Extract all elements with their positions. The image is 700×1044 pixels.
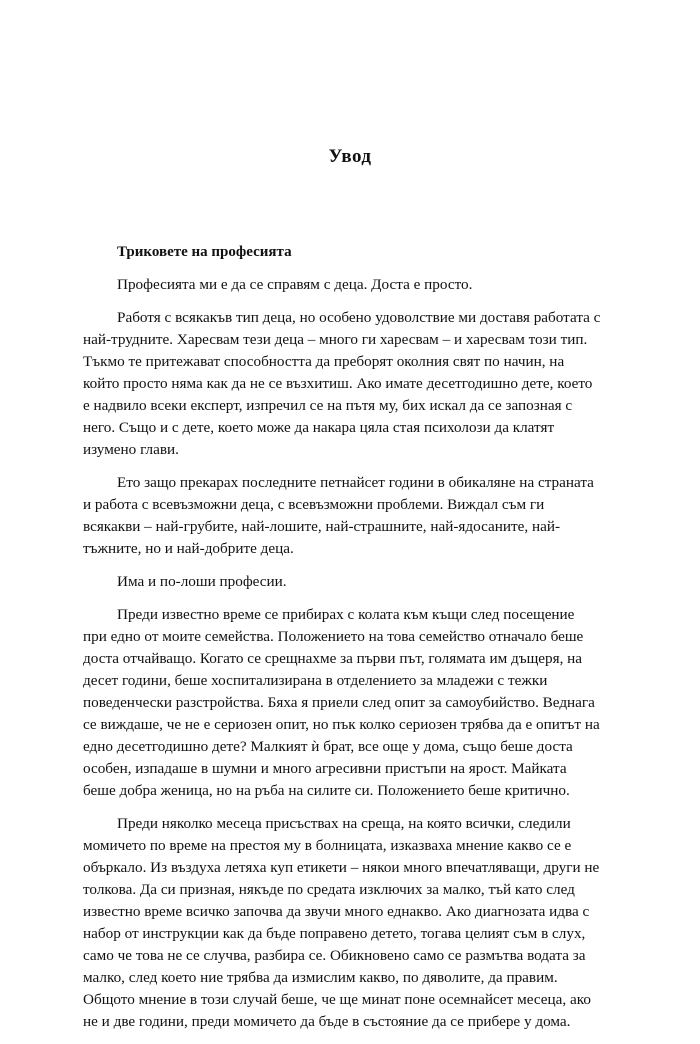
paragraph-4: Има и по-лоши професии. — [117, 573, 287, 590]
paragraph-3: Ето защо прекарах последните петнайсет години в обикаляне на страната и работа с всевъзможни деца, с всевъзможни проблеми. Виждал съм ги всякакви – най-грубите, най-лошите, най-страшните, най-ядосаните, най-тъжните, но и най-добрите деца. — [83, 474, 594, 557]
section-heading: Триковете на професията — [117, 244, 292, 260]
paragraph-5: Преди известно време се прибирах с колата към къщи след посещение при едно от моите семейства. Положението на това семейство отначало беше доста отчайващо. Когато се срещнахме за първи път, голямата им дъщеря, на десет години, беше хоспитализирана в отделението за младежи с тежки поведенчески разстройства. Бяха я приели след опит за самоубийство. Веднага се виждаше, че не е сериозен опит, но пък колко сериозен трябва да е опитът на едно десетгодишно дете? Малкият ѝ брат, все още у дома, също беше доста особен, изпадаше в шумни и много агресивни пристъпи на ярост. Майката беше добра женица, но на ръба на силите си. Положението беше критично. — [83, 606, 600, 799]
paragraph-1: Професията ми е да се справям с деца. Доста е просто. — [117, 276, 473, 293]
paragraph-6: Преди няколко месеца присъствах на среща, на която всички, следили момичето по време на престоя му в болницата, изказваха мнение какво се е объркало. Из въздуха летяха куп етикети – някои много впечатляващи, други не толкова. Да си призная, някъде по средата изключих за малко, тъй като след известно време всичко започва да звучи много еднакво. Ако диагнозата идва с набор от инструкции как да бъде поправено детето, тогава целият съм в слух, само че това не се случва, разбира се. Обикновено само се размътва водата за малко, след което ние трябва да измислим какво, по дяволите, да правим. Общото мнение в този случай беше, че ще минат поне осемнайсет месеца, ако не и две години, преди момичето да бъде в състояние да се прибере у дома. — [83, 815, 600, 1030]
chapter-title: Увод — [328, 146, 372, 167]
paragraph-2: Работя с всякакъв тип деца, но особено удоволствие ми доставя работата с най-трудните. Харесвам тези деца – много ги харесвам – и харесвам този тип. Тъкмо те притежават способността да преборят околния свят по начин, на който просто няма как да не се възхитиш. Ако имате десетгодишно дете, което е надвило всеки експерт, изпречил се на пътя му, бих искал да се запозная с него. Също и с дете, което може да накара цяла стая психолози да клатят изумено глави. — [83, 309, 601, 458]
body-text — [83, 241, 601, 1044]
